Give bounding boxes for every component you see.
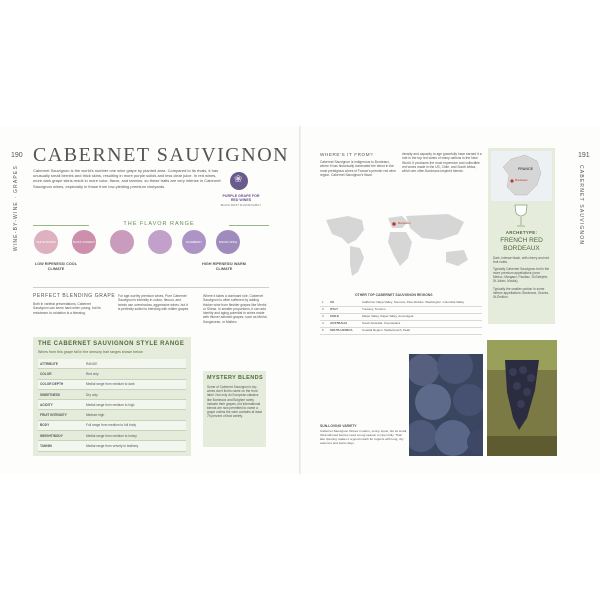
- where-text-col-1: Cabernet Sauvignon is indigenous to Bordeaux, where it has historically dominated the blend in the most prestigious wines of France's premier red wine region. Cabernet Sauvignon's flavor: [320, 160, 396, 177]
- style-range-heading: THE CABERNET SAUVIGNON STYLE RANGE: [38, 341, 185, 347]
- region-areas: Maipo Valley, Rapel Valley, Aconcagua: [360, 313, 482, 320]
- attribute-cell: COLOR DEPTH: [38, 379, 84, 389]
- column-header: ATTRIBUTE: [38, 359, 84, 369]
- flavor-dot: BLACK CURRANT: [72, 230, 96, 254]
- attribute-cell: COLOR: [38, 369, 84, 379]
- range-cell: Dry only: [84, 389, 186, 399]
- flavor-dot: [148, 230, 172, 254]
- attribute-cell: WEIGHT/BODY: [38, 431, 84, 441]
- page-title: CABERNET SAUVIGNON: [33, 144, 290, 166]
- range-cell: Medial range from medium to heavy: [84, 431, 186, 441]
- region-number: 3: [320, 313, 328, 320]
- section-divider: [33, 287, 269, 288]
- archetype-note: Typically Cabernet Sauvignon-led in the more premium appellations (near Médoc, Margaux, Pauillac, St-Estèphe, St-Julien, Moulis).: [493, 267, 550, 284]
- region-areas: Coastal Region: Stellenbosch, Paarl: [360, 327, 482, 334]
- region-country: US: [328, 300, 360, 306]
- table-row: [38, 410, 186, 420]
- flavor-dot: [110, 230, 134, 254]
- table-row: [320, 320, 482, 327]
- badge-sublabel: BLACK FRUIT FLAVOR FAMILY: [220, 203, 262, 207]
- blending-col-2: For age-worthy premium wines, Pure Cabernet Sauvignon's intensity in colour, flavour, and tannin can overshadow, aggressive wines, but it is perfectly suited to blending with milder grapes.: [118, 294, 190, 311]
- france-map-graphic: [491, 151, 552, 201]
- grape-closeup-photo: [409, 354, 483, 456]
- region-country: AUSTRALIA: [328, 320, 360, 327]
- range-cell: Medial range from medium to dark: [84, 379, 186, 389]
- table-row: [38, 420, 186, 430]
- mystery-blends-box: [203, 371, 266, 447]
- attribute-cell: FRUIT INTENSITY: [38, 410, 84, 420]
- regions-table: [320, 300, 482, 335]
- world-map: [318, 210, 478, 280]
- archetype-box: [488, 148, 555, 324]
- table-row: [38, 389, 186, 399]
- flavor-range: [30, 230, 250, 252]
- intro-paragraph: Cabernet Sauvignon is the world's number one wine grape by planted area. Compared to its rivals, it has unusually small berries and thick skins, resulting in more purple solids and less clear juice. In red wines, more dark grape skins result in more color, flavor, and tannins, so these traits are very intense in Cabernet Sauvignon wines, especially in those from low-yielding premium vineyards.: [33, 168, 221, 189]
- blending-col-3: Where it takes a dominant role, Cabernet Sauvignon is often softened by adding thicker wine from fleshier grapes like Merlot or Shiraz. In smaller proportions, it can add identity and aging potential to wines made with thinner-skinned grapes, such as Merlot, Sangiovese, or Malbec.: [203, 294, 268, 324]
- region-areas: California: Napa Valley, Sonoma, Paso Robles. Washington: Columbia Valley: [360, 300, 482, 306]
- archetype-notes: [493, 256, 551, 302]
- archetype-heading: ARCHETYPE:: [505, 230, 538, 235]
- attribute-cell: TANNIN: [38, 441, 84, 451]
- grape-icon: ❀: [234, 174, 243, 185]
- style-range-box: [33, 337, 191, 456]
- table-row: [38, 431, 186, 441]
- region-country: ITALY: [328, 306, 360, 313]
- attribute-cell: ACIDITY: [38, 400, 84, 410]
- archetype-note: Dark, intense black, with cherry and red fruit notes.: [493, 256, 549, 265]
- range-cell: Full range from medium to full body: [84, 420, 186, 430]
- region-areas: Tuscany, Trentino: [360, 306, 482, 313]
- badge-label: PURPLE GRAPE FOR RED WINES: [222, 194, 260, 203]
- style-range-table: [38, 359, 186, 452]
- scale-low-label: LOW RIPENESS/ COOL CLIMATE: [34, 262, 78, 271]
- region-number: 5: [320, 327, 328, 334]
- regions-heading: OTHER TOP CABERNET SAUVIGNON REGIONS: [355, 293, 433, 297]
- table-row: [38, 400, 186, 410]
- flavor-dot: BAKING SPICE: [216, 230, 240, 254]
- region-country: CHILE: [328, 313, 360, 320]
- range-cell: Red only: [84, 369, 186, 379]
- map-region-label: Bordeaux: [398, 221, 411, 225]
- region-number: 1: [320, 300, 328, 306]
- archetype-note: Typically the smaller portion in some inferior appellations: Bordeaux, Graves, St-Émilion.: [493, 286, 549, 299]
- region-number: 2: [320, 306, 328, 313]
- right-page-number: 191: [578, 152, 590, 159]
- where-heading: WHERE'S IT FROM?: [320, 152, 374, 157]
- flavor-dot: WHITE PEPPER: [34, 230, 58, 254]
- table-row: [320, 313, 482, 320]
- flavor-rule-right: [229, 225, 269, 226]
- archetype-title: FRENCH RED BORDEAUX: [500, 237, 543, 252]
- table-row: [38, 369, 186, 379]
- range-cell: Medium high: [84, 410, 186, 420]
- blending-col-1: Both in varietal presentations, Cabernet Sauvignon can seem hard-when young, but its resistance to oxidation is a blessing.: [33, 302, 101, 315]
- book-gutter: [299, 126, 301, 474]
- flavor-rule-left: [33, 225, 89, 226]
- table-row: [38, 379, 186, 389]
- wine-glass-icon: [506, 203, 536, 229]
- left-running-head: WINE-BY-WINE · GRAPES: [13, 165, 19, 252]
- scale-high-label: HIGH RIPENESS/ WARM CLIMATE: [202, 262, 246, 271]
- france-map: [491, 151, 552, 201]
- table-row: [320, 327, 482, 334]
- flavor-dot: BLUEBERRY: [182, 230, 206, 254]
- map-country-label: FRANCE: [518, 167, 533, 171]
- region-number: 4: [320, 320, 328, 327]
- photo-caption-text: Cabernet Sauvignon thrives in warm, sunny spots, but its small, thick-skinned berries need a long season to ripen fully. Their late ripening makes it a good match for regions with long, dry autumns and warm days.: [320, 429, 408, 445]
- table-row: [320, 306, 482, 313]
- mystery-blends-heading: MYSTERY BLENDS: [207, 375, 264, 381]
- right-running-head: CABERNET SAUVIGNON: [578, 165, 584, 246]
- map-region-label: Bordeaux: [515, 178, 528, 182]
- range-cell: Medial range from medium to high: [84, 400, 186, 410]
- blending-heading: PERFECT BLENDING GRAPE: [33, 293, 116, 299]
- range-cell: Medial range from velvety to leathery: [84, 441, 186, 451]
- table-header-row: [38, 359, 186, 369]
- table-row: [38, 441, 186, 451]
- flavor-range-heading: THE FLAVOR RANGE: [123, 221, 195, 227]
- attribute-cell: SWEETNESS: [38, 389, 84, 399]
- vineyard-photo: [487, 340, 557, 456]
- column-header: RANGE: [84, 359, 186, 369]
- style-range-subheading: Wines from this grape fall in the sensory trait ranges shown below: [38, 350, 143, 354]
- region-areas: South Australia: Coonawarra: [360, 320, 482, 327]
- attribute-cell: BODY: [38, 420, 84, 430]
- where-text-col-2: density and capacity to age gracefully have earned it a role in the top red wines of many nations in the New World. It produces the most expensive and collectible red wines made in the US, Chile, and South Africa, which are often Bordeaux-inspired blends.: [402, 152, 482, 174]
- left-page-number: 190: [11, 152, 23, 159]
- mystery-blends-text: Some of Cabernet Sauvignon's top wines don't list its name on the front label. Not only do European classics like Bordeaux and Bolgheri rarely indicate their grapes, but international blends are now permitted to name a grape unless the wine contains at least 75 percent of that variety.: [207, 385, 262, 419]
- photo-caption-heading: SUN-LOVING VARIETY: [320, 424, 357, 428]
- region-country: SOUTH AFRICA: [328, 327, 360, 334]
